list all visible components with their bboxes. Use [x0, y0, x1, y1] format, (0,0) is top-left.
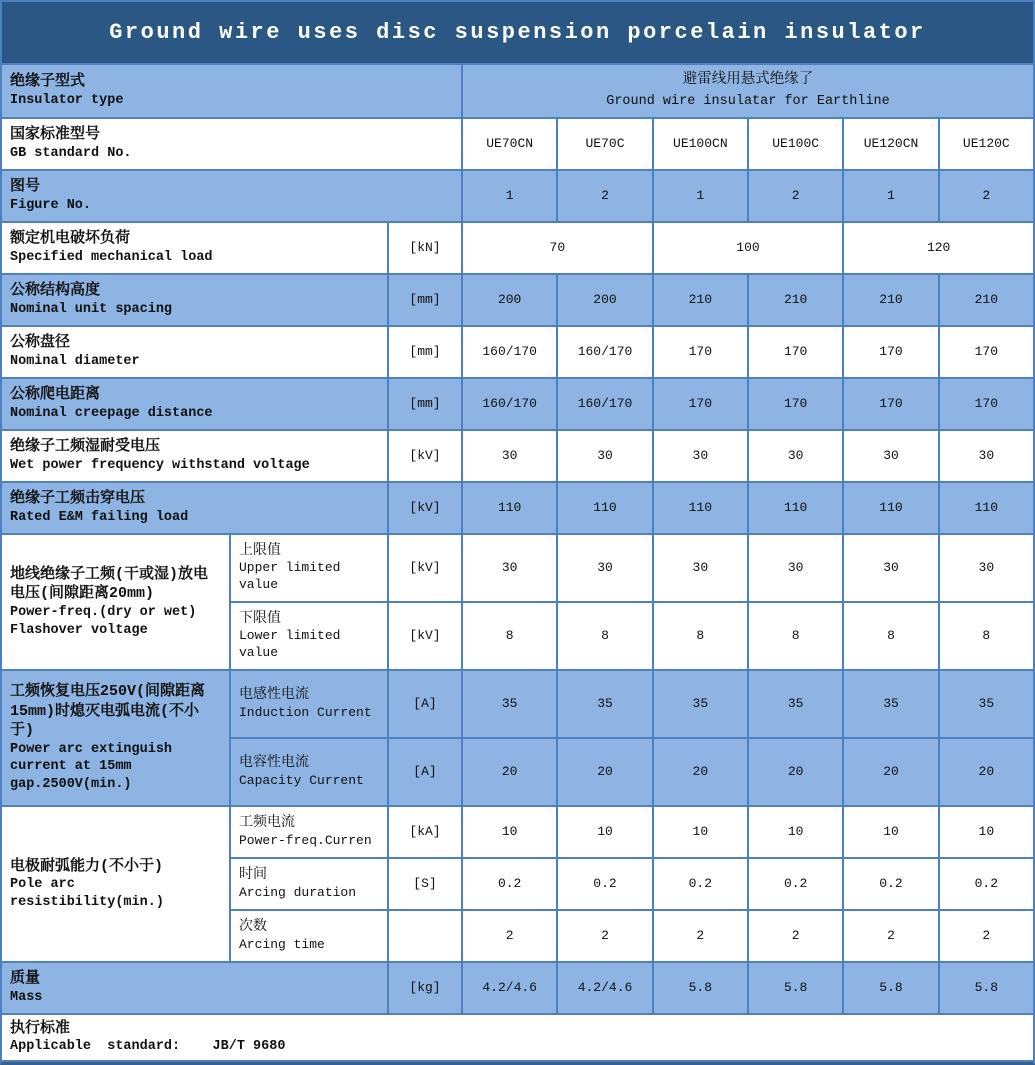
value-cell: 160/170 — [463, 327, 556, 377]
value-cell: 110 — [940, 483, 1033, 533]
row-applicable-standard — [2, 1015, 1033, 1060]
value-cell: 10 — [463, 807, 556, 857]
value-cell: 30 — [463, 535, 556, 601]
value-cell: 10 — [844, 807, 937, 857]
value-cell: 170 — [940, 379, 1033, 429]
value-cell: 35 — [844, 671, 937, 737]
row-label-gb-standard — [2, 119, 461, 169]
label-zh: 质量 — [10, 970, 41, 988]
value-cell-merged: 100 — [654, 223, 843, 273]
model-cell: UE70C — [558, 119, 651, 169]
model-cell: UE120CN — [844, 119, 937, 169]
value-cell: 10 — [654, 807, 747, 857]
sub-label-zh: 工频电流 — [239, 815, 295, 832]
unit-cell: [kV] — [389, 483, 461, 533]
value-cell: 110 — [463, 483, 556, 533]
unit-cell: [kg] — [389, 963, 461, 1013]
label-zh: 公称爬电距离 — [10, 386, 101, 404]
label-zh: 公称结构高度 — [10, 282, 101, 300]
row-label-pole-arc — [2, 807, 229, 961]
label-en: Nominal creepage distance — [10, 405, 213, 421]
value-cell: 1 — [463, 171, 556, 221]
label-zh: 执行标准 — [10, 1019, 71, 1037]
label-en: Power-freq.(dry or wet) Flashover voltage — [10, 604, 205, 638]
label-zh: 绝缘子型式 — [10, 73, 86, 91]
value-cell: 210 — [749, 275, 842, 325]
value-cell: 1 — [844, 171, 937, 221]
value-cell: 20 — [654, 739, 747, 805]
row-label-wet-withstand — [2, 431, 387, 481]
sub-label-lower-limit — [231, 603, 387, 669]
unit-cell: [mm] — [389, 275, 461, 325]
unit-cell-empty — [389, 911, 461, 961]
product-name-zh: 避雷线用悬式绝缘了 — [682, 72, 814, 88]
value-cell: 200 — [463, 275, 556, 325]
label-en: GB standard No. — [10, 145, 132, 161]
unit-cell: [mm] — [389, 379, 461, 429]
product-name-en: Ground wire insulatar for Earthline — [606, 93, 890, 109]
model-cell: UE100C — [749, 119, 842, 169]
label-en: Nominal diameter — [10, 353, 140, 369]
sub-label-arcing-duration — [231, 859, 387, 909]
sub-label-en: Power-freq.Curren — [239, 832, 372, 848]
sub-label-capacity-current — [231, 739, 387, 805]
model-cell: UE120C — [940, 119, 1033, 169]
value-cell: 210 — [940, 275, 1033, 325]
label-en: Insulator type — [10, 92, 124, 108]
value-cell: 35 — [940, 671, 1033, 737]
value-cell: 1 — [654, 171, 747, 221]
value-cell: 30 — [844, 431, 937, 481]
value-cell: 2 — [940, 171, 1033, 221]
value-cell-merged: 70 — [463, 223, 652, 273]
label-en: Nominal unit spacing — [10, 301, 173, 317]
value-cell: 210 — [844, 275, 937, 325]
value-cell: 30 — [940, 535, 1033, 601]
value-cell: 30 — [654, 535, 747, 601]
value-cell: 20 — [844, 739, 937, 805]
value-cell: 35 — [749, 671, 842, 737]
value-cell: 35 — [558, 671, 651, 737]
value-cell: 20 — [749, 739, 842, 805]
value-cell: 170 — [749, 327, 842, 377]
value-cell: 110 — [654, 483, 747, 533]
value-cell: 160/170 — [558, 327, 651, 377]
value-cell: 0.2 — [463, 859, 556, 909]
sub-label-zh: 时间 — [239, 867, 267, 884]
value-cell: 30 — [558, 431, 651, 481]
row-label-puncture — [2, 483, 387, 533]
label-zh: 图号 — [10, 178, 41, 196]
value-cell: 170 — [940, 327, 1033, 377]
row-label-diameter — [2, 327, 387, 377]
value-cell: 110 — [844, 483, 937, 533]
sub-label-en: Arcing duration — [239, 884, 357, 900]
row-label-insulator-type — [2, 65, 461, 117]
spec-table — [2, 65, 1033, 1062]
model-cell: UE70CN — [463, 119, 556, 169]
sub-label-en: Capacity Current — [239, 772, 364, 788]
unit-cell: [A] — [389, 739, 461, 805]
label-zh: 工频恢复电压250V(间隙距离15mm)时熄灭电弧电流(不小于) — [10, 683, 206, 740]
value-cell: 2 — [844, 911, 937, 961]
value-cell: 8 — [463, 603, 556, 669]
unit-cell: [mm] — [389, 327, 461, 377]
value-cell: 35 — [463, 671, 556, 737]
value-cell: 170 — [844, 379, 937, 429]
value-cell: 5.8 — [844, 963, 937, 1013]
row-label-creepage — [2, 379, 387, 429]
row-label-figure-no — [2, 171, 461, 221]
value-cell: 0.2 — [654, 859, 747, 909]
value-cell: 110 — [749, 483, 842, 533]
value-cell: 10 — [940, 807, 1033, 857]
unit-cell: [S] — [389, 859, 461, 909]
sub-label-en: Induction Current — [239, 704, 372, 720]
sub-label-en: Lower limited value — [239, 628, 349, 661]
header-product-cell — [463, 65, 1033, 117]
row-label-arc-extinguish — [2, 671, 229, 805]
label-en: Power arc extinguish current at 15mm gap.2500V(min.) — [10, 741, 181, 793]
sub-label-power-freq-current — [231, 807, 387, 857]
value-cell: 2 — [463, 911, 556, 961]
sub-label-upper-limit — [231, 535, 387, 601]
value-cell: 8 — [749, 603, 842, 669]
value-cell: 2 — [654, 911, 747, 961]
value-cell: 8 — [654, 603, 747, 669]
value-cell: 170 — [654, 327, 747, 377]
value-cell: 5.8 — [749, 963, 842, 1013]
label-en: Applicable standard: JB/T 9680 — [10, 1039, 286, 1055]
sub-label-zh: 电容性电流 — [239, 755, 309, 772]
value-cell: 2 — [940, 911, 1033, 961]
label-zh: 电极耐弧能力(不小于) — [10, 857, 164, 875]
value-cell: 4.2/4.6 — [558, 963, 651, 1013]
value-cell: 170 — [654, 379, 747, 429]
sub-label-zh: 上限值 — [239, 543, 281, 560]
model-cell: UE100CN — [654, 119, 747, 169]
label-zh: 公称盘径 — [10, 334, 71, 352]
value-cell-merged: 120 — [844, 223, 1033, 273]
label-zh: 国家标准型号 — [10, 126, 101, 144]
label-en: Pole arc resistibility(min.) — [10, 877, 164, 910]
value-cell: 8 — [558, 603, 651, 669]
value-cell: 35 — [654, 671, 747, 737]
value-cell: 110 — [558, 483, 651, 533]
sub-label-induction-current — [231, 671, 387, 737]
label-en: Specified mechanical load — [10, 249, 213, 265]
sub-label-en: Arcing time — [239, 936, 325, 952]
value-cell: 30 — [844, 535, 937, 601]
value-cell: 8 — [940, 603, 1033, 669]
value-cell: 20 — [558, 739, 651, 805]
value-cell: 200 — [558, 275, 651, 325]
value-cell: 20 — [463, 739, 556, 805]
title-bar — [2, 2, 1033, 63]
value-cell: 0.2 — [844, 859, 937, 909]
value-cell: 170 — [844, 327, 937, 377]
label-zh: 绝缘子工频湿耐受电压 — [10, 438, 161, 456]
value-cell: 30 — [749, 431, 842, 481]
unit-cell: [kN] — [389, 223, 461, 273]
value-cell: 0.2 — [558, 859, 651, 909]
value-cell: 30 — [463, 431, 556, 481]
value-cell: 30 — [654, 431, 747, 481]
value-cell: 0.2 — [749, 859, 842, 909]
value-cell: 5.8 — [940, 963, 1033, 1013]
unit-cell: [kV] — [389, 431, 461, 481]
sub-label-en: Upper limited value — [239, 560, 349, 593]
value-cell: 4.2/4.6 — [463, 963, 556, 1013]
value-cell: 2 — [749, 911, 842, 961]
unit-cell: [A] — [389, 671, 461, 737]
label-en: Wet power frequency withstand voltage — [10, 457, 310, 473]
sub-label-arcing-time — [231, 911, 387, 961]
value-cell: 2 — [558, 911, 651, 961]
label-zh: 地线绝缘子工频(干或湿)放电电压(间隙距离20mm) — [10, 565, 209, 603]
value-cell: 8 — [844, 603, 937, 669]
label-en: Mass — [10, 989, 43, 1005]
sub-label-zh: 电感性电流 — [239, 687, 309, 704]
sub-label-zh: 次数 — [239, 919, 267, 936]
label-zh: 额定机电破坏负荷 — [10, 230, 131, 248]
unit-cell: [kV] — [389, 603, 461, 669]
value-cell: 2 — [558, 171, 651, 221]
unit-cell: [kA] — [389, 807, 461, 857]
value-cell: 10 — [749, 807, 842, 857]
label-en: Rated E&M failing load — [10, 509, 189, 525]
value-cell: 0.2 — [940, 859, 1033, 909]
row-label-mass — [2, 963, 387, 1013]
value-cell: 170 — [749, 379, 842, 429]
unit-cell: [kV] — [389, 535, 461, 601]
value-cell: 160/170 — [463, 379, 556, 429]
sub-label-zh: 下限值 — [239, 611, 281, 628]
value-cell: 210 — [654, 275, 747, 325]
row-label-mechanical-load — [2, 223, 387, 273]
value-cell: 30 — [940, 431, 1033, 481]
value-cell: 160/170 — [558, 379, 651, 429]
value-cell: 10 — [558, 807, 651, 857]
value-cell: 2 — [749, 171, 842, 221]
label-en: Figure No. — [10, 197, 92, 213]
row-label-flashover — [2, 535, 229, 669]
row-label-unit-spacing — [2, 275, 387, 325]
label-zh: 绝缘子工频击穿电压 — [10, 490, 146, 508]
value-cell: 20 — [940, 739, 1033, 805]
value-cell: 5.8 — [654, 963, 747, 1013]
page-title: Ground wire uses disc suspension porcelain insulator — [109, 20, 926, 45]
value-cell: 30 — [749, 535, 842, 601]
value-cell: 30 — [558, 535, 651, 601]
